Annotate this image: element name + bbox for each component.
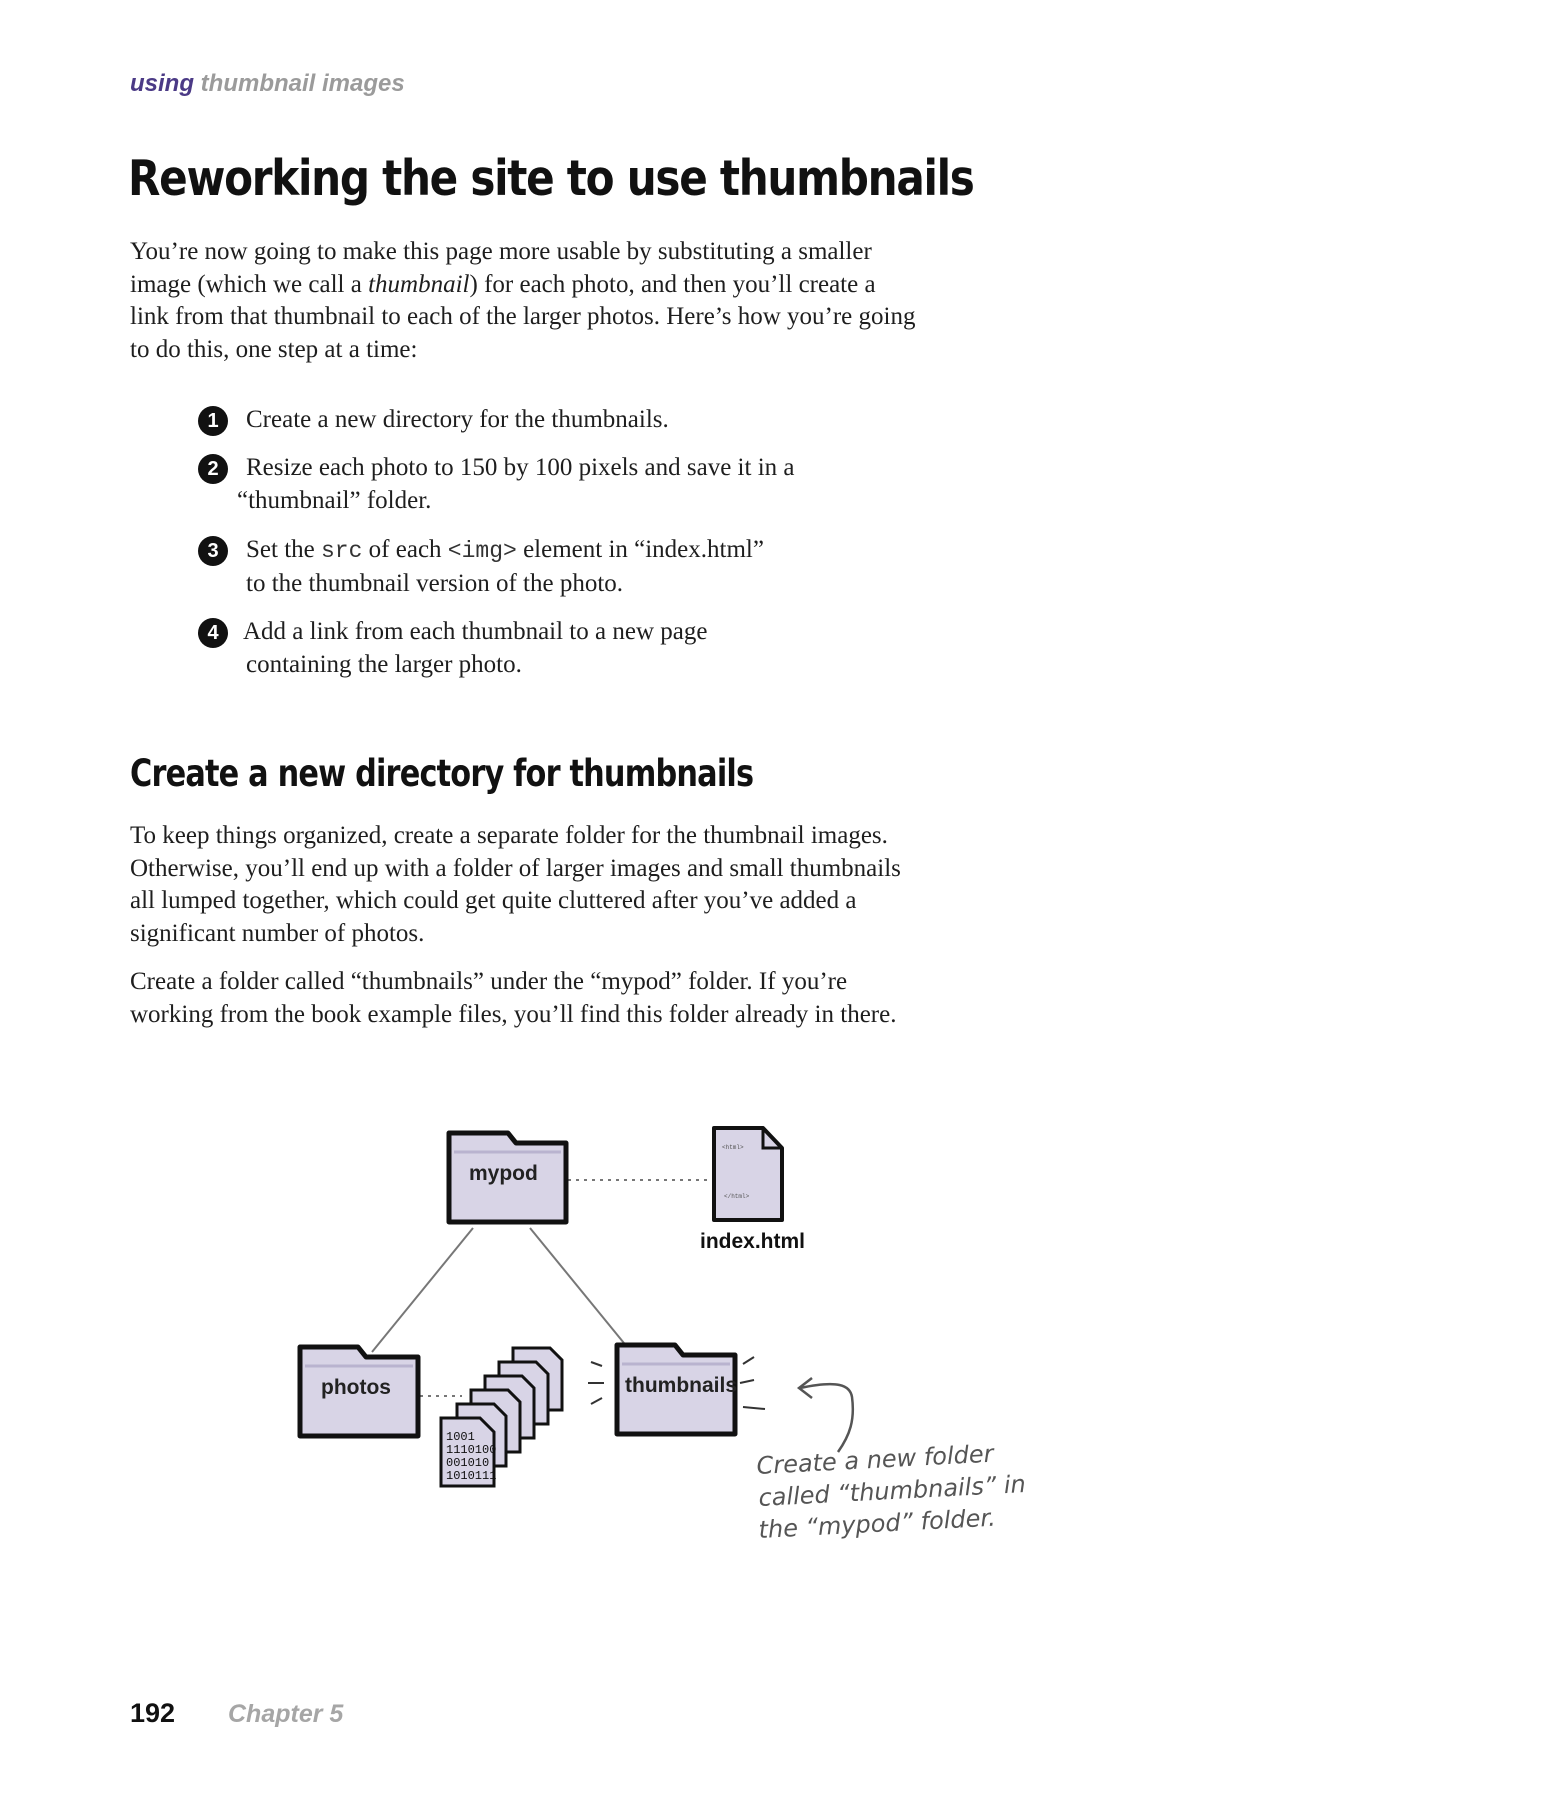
step-number: 3 <box>198 536 228 566</box>
code-src: src <box>321 538 363 564</box>
header-accent: using <box>130 70 194 97</box>
page-number: 192 <box>130 1698 176 1728</box>
step-number: 4 <box>198 618 228 648</box>
step-line: Resize each photo to 150 by 100 pixels and save it in a <box>246 454 795 481</box>
intro-text-after: ) for each photo, and then you’ll create a link from that thumbnail to each of the larger photos. Here’s how you’re going to do this, one step at a time: <box>130 270 916 363</box>
intro-emphasis: thumbnail <box>368 270 470 298</box>
header-rest: thumbnail images <box>200 70 405 97</box>
file-tag-close: </html> <box>724 1193 750 1200</box>
code-img: <img> <box>447 538 517 564</box>
annotation-line: Create a new folder <box>755 1439 995 1480</box>
annotation-line: the “mypod” folder. <box>757 1503 997 1544</box>
binary-line: 1110100 <box>446 1443 497 1457</box>
binary-line: 1010111 <box>446 1469 497 1483</box>
binary-line: 1001 <box>446 1430 475 1444</box>
step-line: Add a link from each thumbnail to a new page <box>243 618 708 645</box>
connector-line <box>530 1228 628 1348</box>
step-part: of each <box>362 536 448 563</box>
folder-label-mypod: mypod <box>469 1162 538 1185</box>
body-paragraph-1: To keep things organized, create a separate folder for the thumbnail images. Otherwise, you’ll end up with a folder of larger images and small thumbnails all lumped together, which could get quite cluttered after you’ve added a significant number of photos. <box>130 822 901 947</box>
step-number: 2 <box>198 454 228 484</box>
step-line: “thumbnail” folder. <box>237 486 432 514</box>
folder-label-thumbnails: thumbnails <box>625 1374 738 1397</box>
connector-line <box>372 1228 473 1352</box>
step-number: 1 <box>198 406 228 436</box>
step-line: to the thumbnail version of the photo. <box>246 569 624 597</box>
file-label-index: index.html <box>700 1230 806 1253</box>
step-part: Set the <box>246 536 321 563</box>
step-part: element in “index.html” <box>516 536 764 563</box>
file-tag-open: <html> <box>722 1144 744 1151</box>
step-text: Create a new directory for the thumbnails. <box>246 406 669 433</box>
section-title: Create a new directory for thumbnails <box>130 752 754 795</box>
body-paragraph-2: Create a folder called “thumbnails” under the “mypod” folder. If you’re working from the book example files, you’ll find this folder already in there. <box>130 968 897 1028</box>
chapter-label: Chapter 5 <box>228 1700 344 1728</box>
intro-text-before: You’re now going to make this page more usable by substituting a smaller image (which we call a <box>130 238 872 298</box>
page-title: Reworking the site to use thumbnails <box>128 150 974 207</box>
html-file-icon <box>714 1128 782 1220</box>
binary-line: 001010 <box>446 1456 490 1470</box>
step-line: containing the larger photo. <box>246 650 522 678</box>
folder-label-photos: photos <box>321 1376 391 1399</box>
annotation-line: called “thumbnails” in <box>757 1470 1027 1512</box>
